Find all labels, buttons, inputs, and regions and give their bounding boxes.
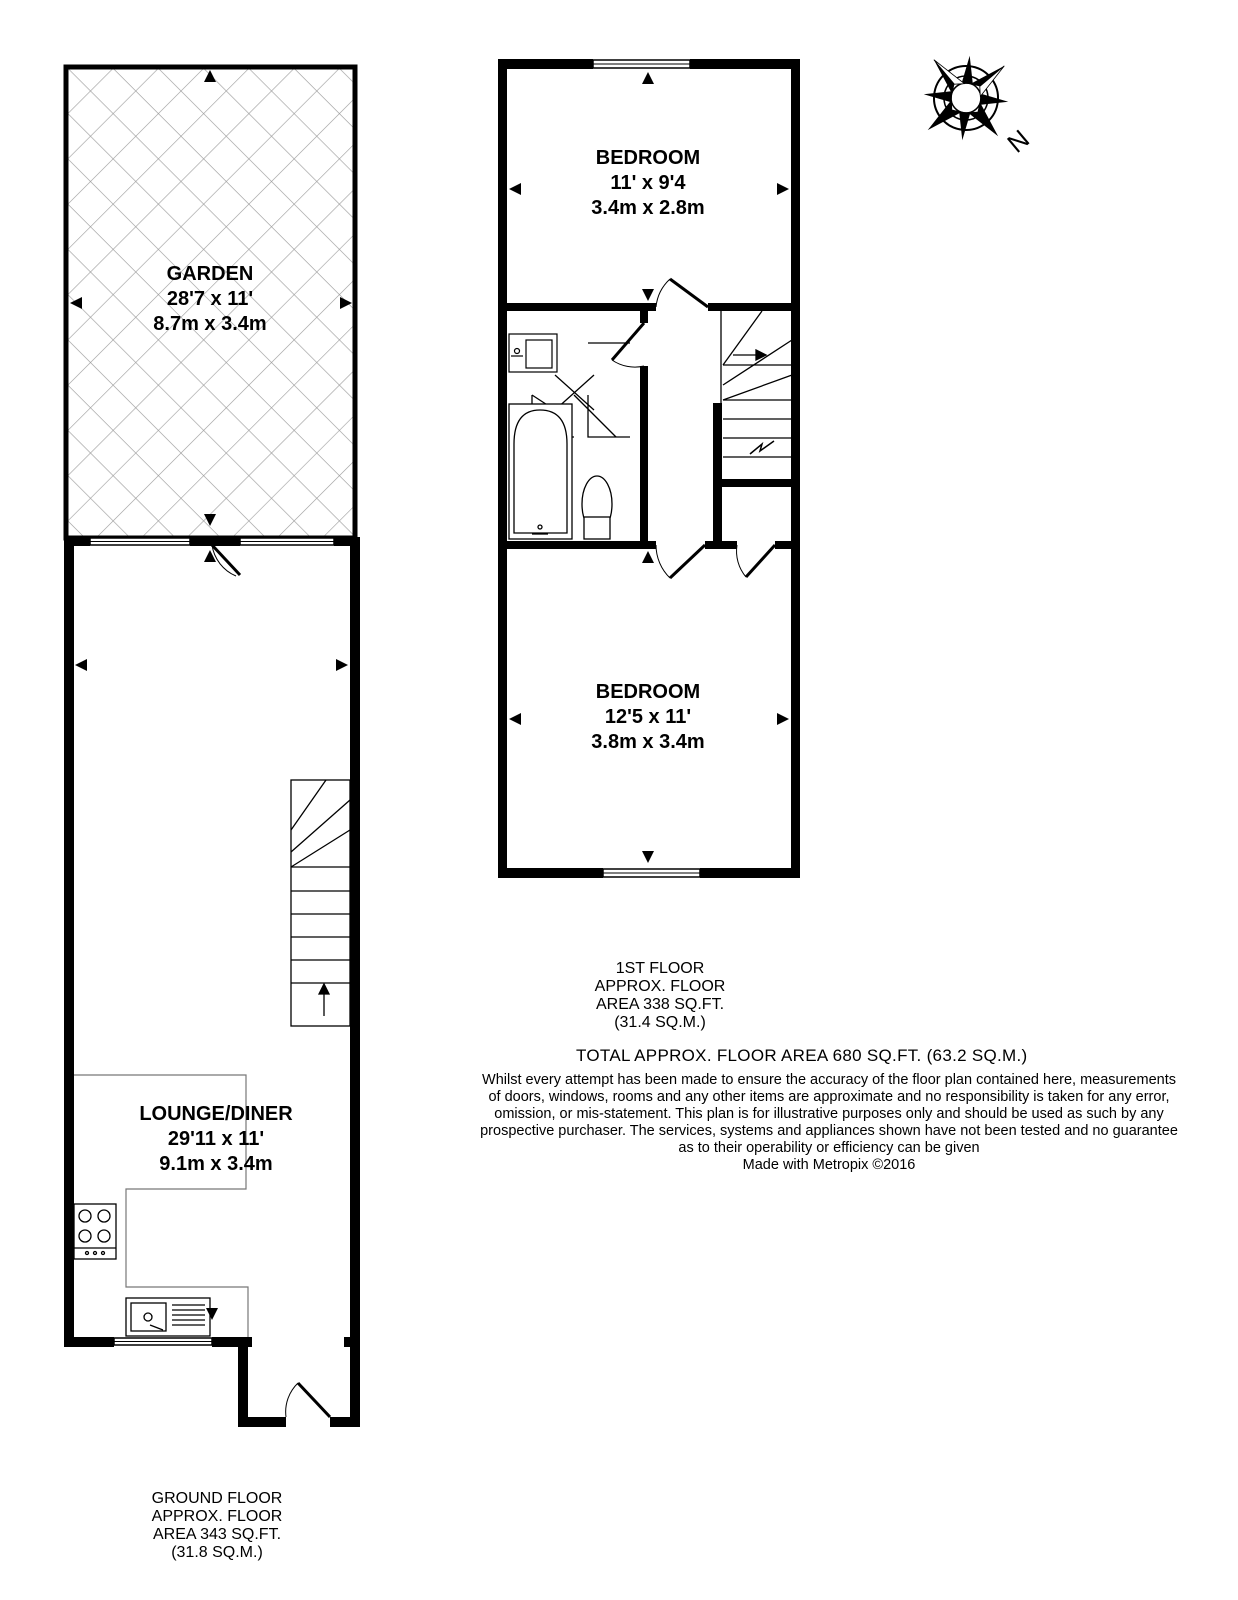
- note-line: APPROX. FLOOR: [151, 1508, 283, 1525]
- disclaimer-line: omission, or mis-statement. This plan is for illustrative purposes only and should be used as such by any: [494, 1106, 1164, 1122]
- window: [593, 60, 690, 68]
- disclaimer-line: Whilst every attempt has been made to ensure the accuracy of the floor plan contained here, measurements: [482, 1072, 1176, 1088]
- first-floor-area-note: [560, 960, 760, 1032]
- lounge-diner-label: [118, 1102, 314, 1177]
- disclaimer-line: as to their operability or efficiency can be given: [678, 1140, 980, 1156]
- ground-floor-staircase: [291, 780, 350, 1026]
- room-dimensions-imperial: 11' x 9'4: [610, 172, 686, 194]
- note-line: APPROX. FLOOR: [594, 978, 726, 995]
- room-dimensions-metric: 8.7m x 3.4m: [153, 313, 267, 335]
- metropix-credit: Made with Metropix ©2016: [742, 1157, 916, 1173]
- bedroom-door: [656, 545, 705, 578]
- first-floor-staircase: [721, 311, 792, 457]
- bedroom-door: [656, 279, 708, 307]
- window: [603, 869, 700, 877]
- window: [114, 1338, 212, 1345]
- garden-label: [110, 262, 310, 337]
- note-line: AREA 343 SQ.FT.: [152, 1526, 282, 1543]
- ground-floor-plan: [64, 537, 360, 1427]
- note-line: (31.4 SQ.M.): [614, 1014, 706, 1031]
- room-name: GARDEN: [166, 263, 254, 285]
- bathroom-door: [612, 323, 644, 367]
- hob-icon: [74, 1204, 116, 1259]
- window: [240, 538, 334, 545]
- toilet-icon: [582, 476, 612, 539]
- room-dimensions-imperial: 28'7 x 11': [166, 288, 254, 310]
- room-dimensions-imperial: 29'11 x 11': [167, 1128, 265, 1150]
- bedroom-1-label: [548, 146, 748, 221]
- room-name: LOUNGE/DINER: [139, 1103, 293, 1125]
- bedroom-2-label: [548, 680, 748, 755]
- room-dimensions-metric: 3.8m x 3.4m: [591, 731, 705, 753]
- room-dimensions-imperial: 12'5 x 11': [604, 706, 692, 728]
- note-line: 1ST FLOOR: [615, 960, 705, 977]
- room-dimensions-metric: 9.1m x 3.4m: [159, 1153, 273, 1175]
- sink-icon: [126, 1298, 210, 1336]
- disclaimer-text: [434, 1072, 1224, 1174]
- total-floor-area: TOTAL APPROX. FLOOR AREA 680 SQ.FT. (63.2 SQ.M.): [576, 1046, 1028, 1065]
- room-name: BEDROOM: [595, 681, 701, 703]
- window: [90, 538, 190, 545]
- disclaimer-line: of doors, windows, rooms and any other items are approximate and no responsibility is taken for any error,: [488, 1089, 1170, 1105]
- disclaimer-line: prospective purchaser. The services, systems and appliances shown have not been tested and no guarantee: [480, 1123, 1178, 1139]
- note-line: AREA 338 SQ.FT.: [595, 996, 725, 1013]
- room-name: BEDROOM: [595, 147, 701, 169]
- ground-floor-area-note: [117, 1490, 317, 1562]
- basin-icon: [509, 334, 557, 372]
- garden-door: [212, 545, 240, 576]
- entrance-door: [286, 1383, 330, 1417]
- compass-north-label: N: [1001, 123, 1036, 159]
- cupboard-door: [737, 545, 775, 577]
- note-line: (31.8 SQ.M.): [171, 1544, 263, 1561]
- room-dimensions-metric: 3.4m x 2.8m: [591, 197, 705, 219]
- bath-icon: [509, 404, 572, 539]
- note-line: GROUND FLOOR: [151, 1490, 283, 1507]
